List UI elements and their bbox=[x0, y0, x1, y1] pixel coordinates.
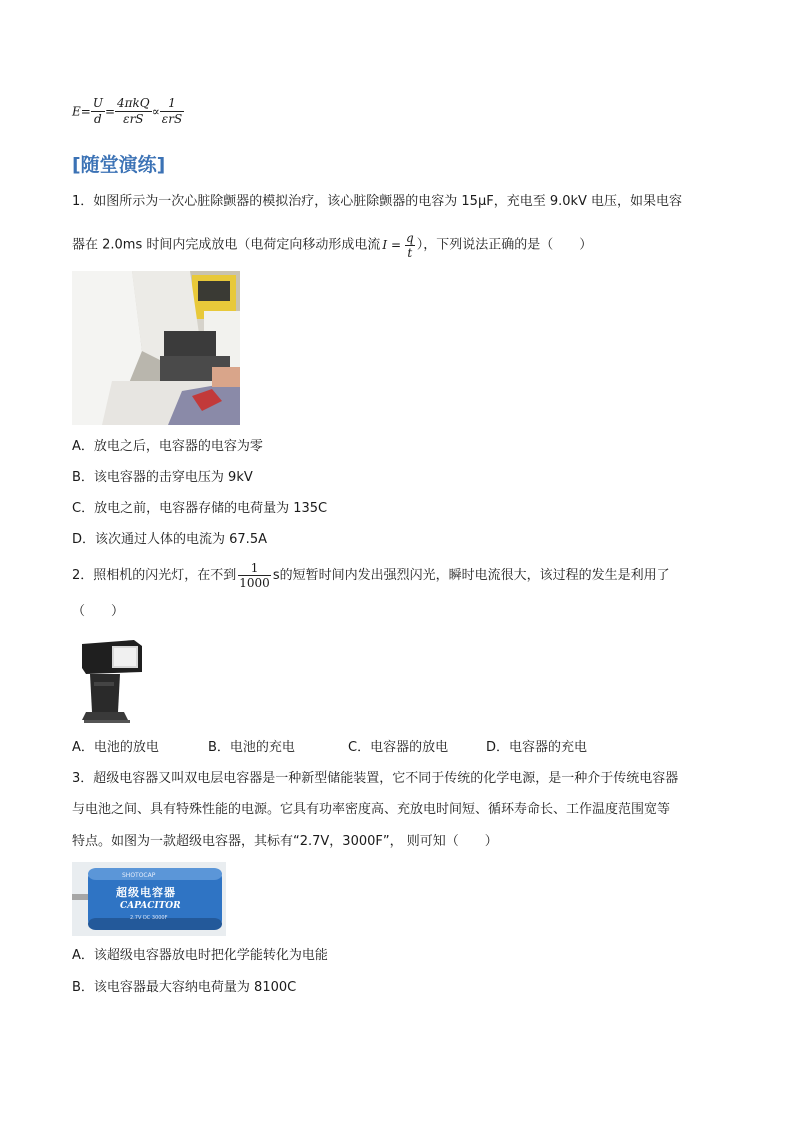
q2-option-a: A．电池的放电 bbox=[72, 740, 159, 755]
q3-option-a: A．该超级电容器放电时把化学能转化为电能 bbox=[72, 948, 328, 963]
q3-line2: 与电池之间、具有特殊性能的电源。它具有功率密度高、充放电时间短、循环寿命长、工作温度范围宽等 bbox=[72, 802, 671, 817]
defibrillator-photo bbox=[72, 271, 240, 425]
q2-line1: 2．照相机的闪光灯，在不到 $\frac{1}{1000}$ s的短暂时间内发出强烈闪光，瞬时电流很大，该过程的发生是利用了 bbox=[72, 561, 670, 590]
fraction-one-over-es: $\frac{1}{\text{εrS}}$ bbox=[161, 96, 183, 126]
q1-option-c: C．放电之前，电容器存储的电荷量为 135C bbox=[72, 501, 328, 516]
q3-line3: 特点。如图为一款超级电容器，其标有“2.7V，3000F”， 则可知（ ） bbox=[72, 834, 498, 849]
supercapacitor-photo bbox=[72, 862, 226, 936]
fraction-4pikq: $\frac{\text{4πkQ}}{\text{εrS}}$ bbox=[117, 96, 150, 126]
q1-option-a: A．放电之后，电容器的电容为零 bbox=[72, 439, 263, 454]
fraction-u-over-d: $\frac{U}{d}$ bbox=[92, 96, 103, 126]
q2-line2: （ ） bbox=[72, 604, 125, 619]
field-formula bbox=[72, 96, 184, 132]
q3-option-b: B．该电容器最大容纳电荷量为 8100C bbox=[72, 980, 297, 995]
q3-line1: 3．超级电容器又叫双电层电容器是一种新型储能装置，它不同于传统的化学电源，是一种介于传统电容器 bbox=[72, 771, 679, 786]
q1-option-b: B．该电容器的击穿电压为 9kV bbox=[72, 470, 253, 485]
q2-option-d: D．电容器的充电 bbox=[486, 740, 588, 755]
capacitor-label-en: CAPACITOR bbox=[120, 901, 181, 911]
capacitor-label-cn: 超级电容器 bbox=[116, 886, 176, 899]
q1-line1: 1．如图所示为一次心脏除颤器的模拟治疗，该心脏除颤器的电容为 15μF，充电至 9.0kV 电压，如果电容 bbox=[72, 194, 683, 209]
equals-sign: = bbox=[104, 104, 116, 119]
formula-lhs: E= bbox=[72, 104, 91, 119]
unit-seconds: s bbox=[272, 568, 280, 583]
camera-flash-photo bbox=[76, 638, 148, 726]
q1-option-d: D．该次通过人体的电流为 67.5A bbox=[72, 532, 267, 547]
capacitor-spec: 2.7V DC 3000F bbox=[130, 915, 168, 921]
proportional-sign: ∝ bbox=[151, 104, 160, 119]
fraction-one-over-thousand: $\frac{1}{1000}$ bbox=[239, 561, 270, 590]
q1-line2: 器在 2.0ms 时间内完成放电（电荷定向移动形成电流 I = $\frac{q}{t}$ ），下列说法正确的是（ ） bbox=[72, 230, 593, 260]
section-title: [随堂演练] bbox=[72, 154, 166, 176]
q2-option-b: B．电池的充电 bbox=[208, 740, 295, 755]
capacitor-brand: SHOTOCAP bbox=[122, 872, 156, 879]
fraction-q-over-t: $\frac{q}{t}$ bbox=[406, 230, 414, 260]
q2-option-c: C．电容器的放电 bbox=[348, 740, 449, 755]
current-formula-lhs: I = bbox=[382, 238, 401, 252]
q2-options bbox=[72, 739, 587, 757]
